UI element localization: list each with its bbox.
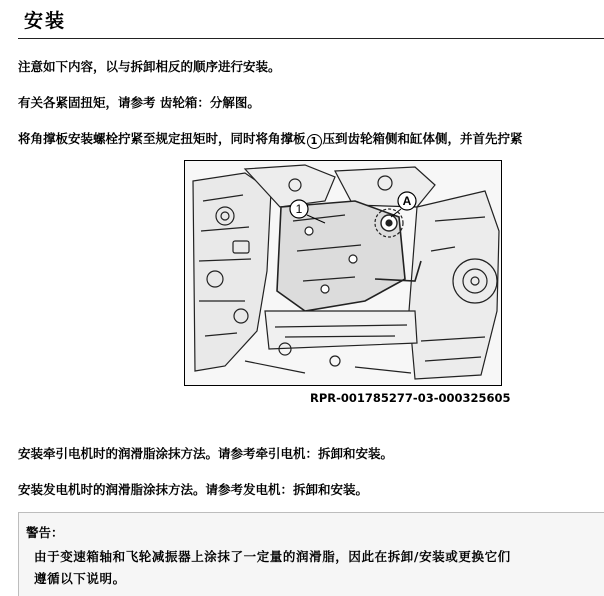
figure-callout-1 xyxy=(290,200,308,218)
figure-callout-a xyxy=(398,192,416,210)
engine-gusset-illustration xyxy=(185,161,501,385)
callout-1-marker: 1 xyxy=(307,134,322,149)
instruction-gusset-text-start: 将角撑板安装螺栓拧紧至规定扭矩时，同时将角撑板 xyxy=(18,131,306,146)
warning-line-1: 由于变速箱轴和飞轮减振器上涂抹了一定量的润滑脂，因此在拆卸/安装或更换它们 xyxy=(34,549,511,564)
section-title: 安装 xyxy=(24,10,67,32)
gusset-installation-figure xyxy=(184,160,502,386)
svg-text:A: A xyxy=(402,194,412,208)
warning-line-2: 遵循以下说明。 xyxy=(34,571,126,586)
instruction-order: 注意如下内容，以与拆卸相反的顺序进行安装。 xyxy=(18,59,281,74)
warning-title: 警告： xyxy=(26,525,64,540)
figure-code: RPR-001785277-03-000325605 xyxy=(310,391,511,405)
generator-grease-note: 安装发电机时的润滑脂涂抹方法。请参考发电机：拆卸和安装。 xyxy=(18,482,369,497)
instruction-gusset-bolts xyxy=(18,131,523,149)
instruction-torque-reference: 有关各紧固扭矩，请参考 齿轮箱：分解图。 xyxy=(18,95,260,110)
warning-box xyxy=(18,512,604,596)
svg-text:1: 1 xyxy=(295,202,303,216)
title-divider xyxy=(18,38,604,39)
traction-motor-grease-note: 安装牵引电机时的润滑脂涂抹方法。请参考牵引电机：拆卸和安装。 xyxy=(18,446,394,461)
instruction-gusset-text-end: 压到齿轮箱侧和缸体侧，并首先拧紧 xyxy=(322,131,523,146)
warning-text xyxy=(34,546,604,590)
